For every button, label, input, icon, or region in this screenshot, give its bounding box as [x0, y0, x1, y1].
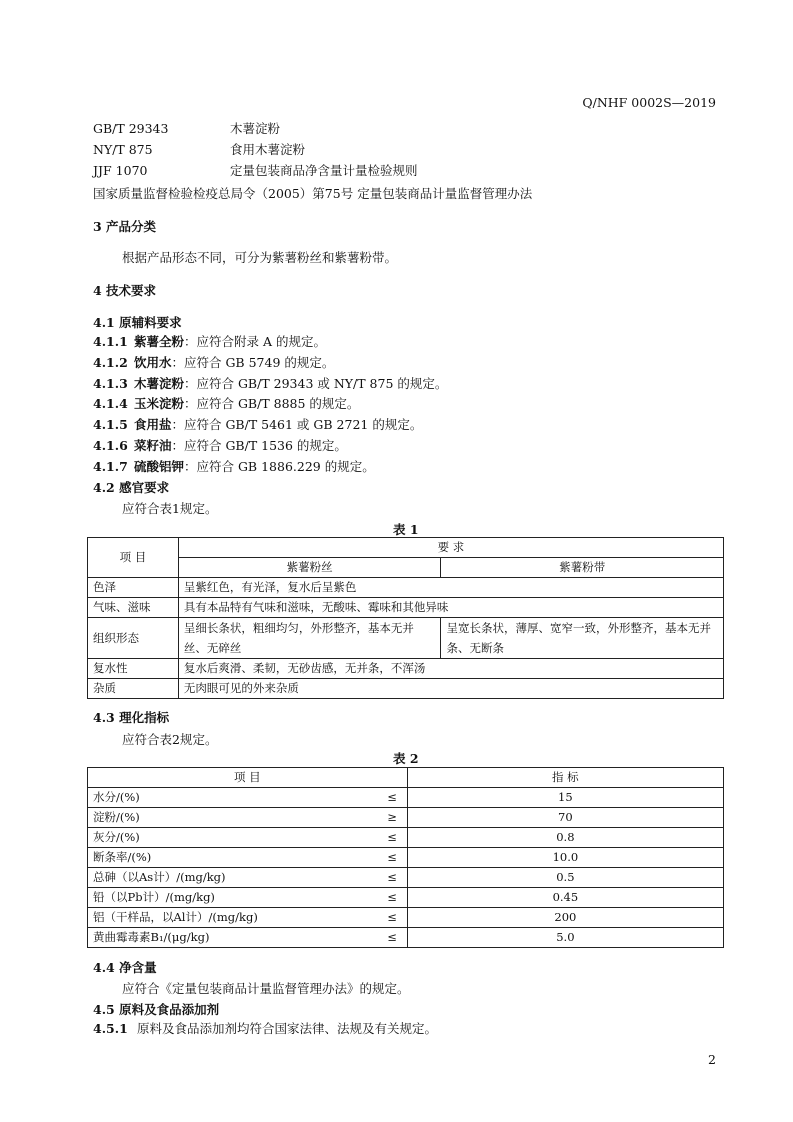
- row-item: 色泽: [88, 578, 179, 598]
- clause-4-1-5: [93, 415, 422, 435]
- section-4-3-heading: 4.3 理化指标: [93, 710, 170, 725]
- sensory-table: [87, 537, 724, 699]
- table-row: [88, 679, 724, 699]
- row-item: 组织形态: [88, 618, 179, 659]
- clause-4-1-3: [93, 374, 447, 394]
- clause-text: ：应符合 GB/T 5461 或 GB 2721 的规定。: [171, 417, 423, 432]
- table-row: [88, 848, 724, 868]
- row-operator: ≤: [377, 868, 407, 888]
- clause-name: 硫酸铝钾: [133, 459, 184, 474]
- section-4-5-heading: 4.5 原料及食品添加剂: [93, 1002, 220, 1017]
- row-item: 总砷（以As计）/(mg/kg): [88, 868, 378, 888]
- clause-text: 原料及食品添加剂均符合国家法律、法规及有关规定。: [136, 1021, 437, 1036]
- table-row: [88, 659, 724, 679]
- table-row: [88, 808, 724, 828]
- row-item: 铅（以Pb计）/(mg/kg): [88, 888, 378, 908]
- clause-name: 紫薯全粉: [133, 334, 184, 349]
- row-ribbon: 呈宽长条状，薄厚、宽窄一致，外形整齐，基本无并条、无断条: [441, 618, 724, 659]
- clause-name: 玉米淀粉: [133, 396, 184, 411]
- section-4-3-text: 应符合表2规定。: [122, 732, 218, 747]
- clause-text: ：应符合 GB 5749 的规定。: [171, 355, 335, 370]
- clause-4-1-2: [93, 353, 334, 373]
- row-operator: ≤: [377, 848, 407, 868]
- row-item: 黄曲霉毒素B₁/(μg/kg): [88, 928, 378, 948]
- clause-number: 4.1.6: [93, 438, 128, 453]
- clause-name: 木薯淀粉: [133, 376, 184, 391]
- table-header-row: [88, 538, 724, 558]
- header-item: 项 目: [88, 538, 179, 578]
- section-4-4-heading: 4.4 净含量: [93, 960, 157, 975]
- row-item: 气味、滋味: [88, 598, 179, 618]
- table-row: [88, 618, 724, 659]
- clause-4-1-6: [93, 436, 347, 456]
- document-code: Q/NHF 0002S—2019: [582, 95, 716, 110]
- section-4-4-text: 应符合《定量包装商品计量监督管理办法》的规定。: [122, 981, 410, 996]
- reference-code: NY/T 875: [93, 142, 153, 157]
- row-value: 15: [407, 788, 723, 808]
- clause-name: 菜籽油: [133, 438, 172, 453]
- row-item: 灰分/(%): [88, 828, 378, 848]
- section-4-2-heading: 4.2 感官要求: [93, 480, 170, 495]
- row-requirement: 呈紫红色，有光泽，复水后呈紫色: [178, 578, 723, 598]
- reference-code: JJF 1070: [93, 163, 148, 178]
- table-row: [88, 868, 724, 888]
- clause-4-1-4: [93, 394, 359, 414]
- clause-name: 饮用水: [133, 355, 172, 370]
- section-4-1-heading: 4.1 原辅料要求: [93, 315, 182, 330]
- section-3-heading: 3 产品分类: [93, 219, 157, 234]
- row-item: 铝（干样品，以Al计）/(mg/kg): [88, 908, 378, 928]
- table-row: [88, 828, 724, 848]
- header-requirement: 要 求: [178, 538, 723, 558]
- row-requirement: 具有本品特有气味和滋味，无酸味、霉味和其他异味: [178, 598, 723, 618]
- clause-number: 4.1.2: [93, 355, 128, 370]
- row-operator: ≤: [377, 888, 407, 908]
- clause-4-1-1: [93, 332, 326, 352]
- clause-name: 食用盐: [133, 417, 172, 432]
- clause-number: 4.1.5: [93, 417, 128, 432]
- clause-4-5-1: [93, 1019, 437, 1039]
- row-value: 0.45: [407, 888, 723, 908]
- row-value: 70: [407, 808, 723, 828]
- table-row: [88, 578, 724, 598]
- row-value: 0.8: [407, 828, 723, 848]
- table-row: [88, 928, 724, 948]
- clause-number: 4.1.1: [93, 334, 128, 349]
- row-noodle: 呈细长条状，粗细均匀，外形整齐，基本无并丝、无碎丝: [178, 618, 441, 659]
- row-item: 复水性: [88, 659, 179, 679]
- clause-text: ：应符合 GB/T 8885 的规定。: [183, 396, 360, 411]
- row-value: 0.5: [407, 868, 723, 888]
- row-value: 5.0: [407, 928, 723, 948]
- row-item: 杂质: [88, 679, 179, 699]
- section-3-text: 根据产品形态不同，可分为紫薯粉丝和紫薯粉带。: [122, 250, 398, 265]
- row-item: 断条率/(%): [88, 848, 378, 868]
- row-operator: ≤: [377, 828, 407, 848]
- row-operator: ≤: [377, 788, 407, 808]
- clause-number: 4.5.1: [93, 1021, 128, 1036]
- clause-text: ：应符合 GB/T 1536 的规定。: [171, 438, 347, 453]
- table-row: [88, 908, 724, 928]
- clause-4-1-7: [93, 457, 375, 477]
- table-row: [88, 788, 724, 808]
- table-row: [88, 598, 724, 618]
- reference-decree: 国家质量监督检验检疫总局令（2005）第75号 定量包装商品计量监督管理办法: [93, 186, 533, 201]
- row-item: 水分/(%): [88, 788, 378, 808]
- row-requirement: 无肉眼可见的外来杂质: [178, 679, 723, 699]
- clause-text: ：应符合附录 A 的规定。: [183, 334, 326, 349]
- clause-number: 4.1.4: [93, 396, 128, 411]
- row-operator: ≥: [377, 808, 407, 828]
- table-header-row: [88, 768, 724, 788]
- table-subheader-row: [88, 558, 724, 578]
- row-operator: ≤: [377, 928, 407, 948]
- section-4-2-text: 应符合表1规定。: [122, 501, 218, 516]
- clause-number: 4.1.3: [93, 376, 128, 391]
- table-2-caption: 表 2: [393, 751, 419, 766]
- row-operator: ≤: [377, 908, 407, 928]
- header-ribbon: 紫薯粉带: [441, 558, 724, 578]
- header-item: 项 目: [88, 768, 408, 788]
- physicochemical-table: [87, 767, 724, 948]
- reference-title: 定量包装商品净含量计量检验规则: [230, 163, 418, 178]
- row-item: 淀粉/(%): [88, 808, 378, 828]
- row-value: 10.0: [407, 848, 723, 868]
- clause-number: 4.1.7: [93, 459, 128, 474]
- section-4-heading: 4 技术要求: [93, 283, 157, 298]
- reference-title: 食用木薯淀粉: [230, 142, 306, 157]
- page-number: 2: [708, 1052, 716, 1067]
- table-row: [88, 888, 724, 908]
- row-requirement: 复水后爽滑、柔韧，无砂齿感，无并条，不浑汤: [178, 659, 723, 679]
- clause-text: ：应符合 GB 1886.229 的规定。: [183, 459, 375, 474]
- clause-text: ：应符合 GB/T 29343 或 NY/T 875 的规定。: [183, 376, 448, 391]
- row-value: 200: [407, 908, 723, 928]
- table-1-caption: 表 1: [393, 522, 419, 537]
- reference-title: 木薯淀粉: [230, 121, 281, 136]
- header-index: 指 标: [407, 768, 723, 788]
- header-noodle: 紫薯粉丝: [178, 558, 441, 578]
- reference-code: GB/T 29343: [93, 121, 169, 136]
